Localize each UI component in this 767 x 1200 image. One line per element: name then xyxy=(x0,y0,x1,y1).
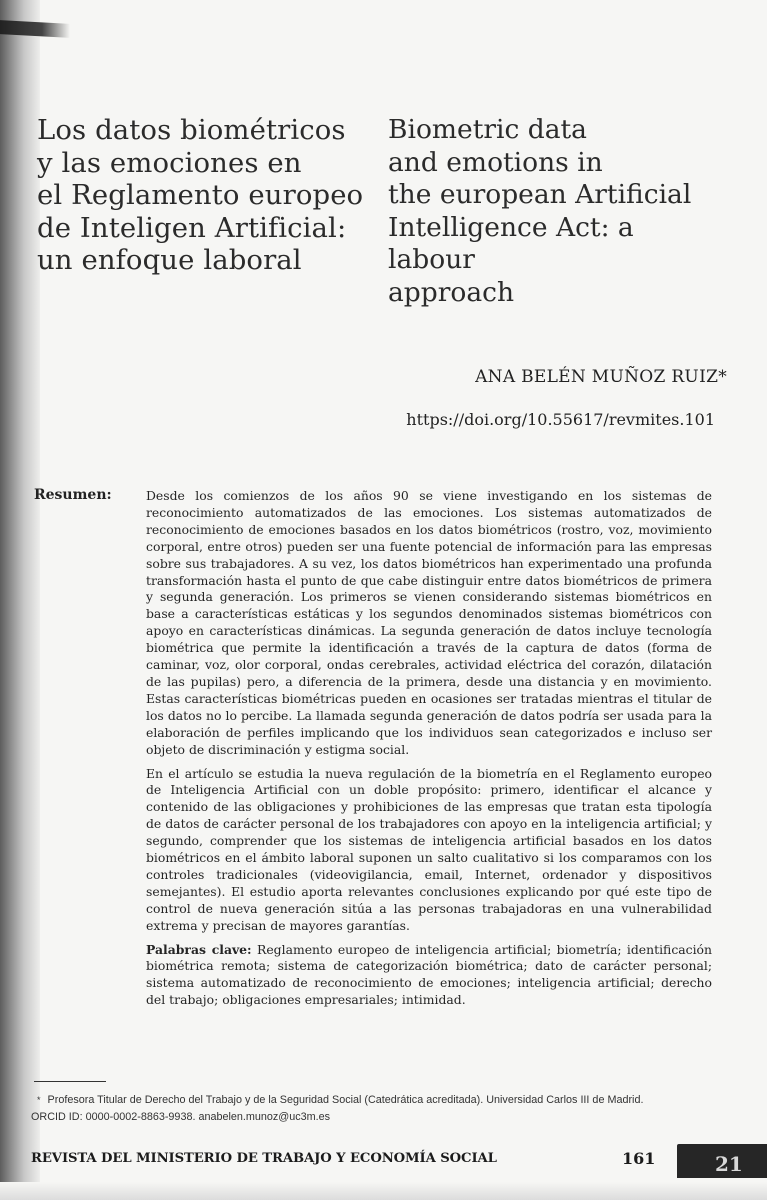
abstract-label: Resumen: xyxy=(34,487,112,503)
title-es-line: el Reglamento europeo xyxy=(37,179,364,211)
footnote-marker: * xyxy=(37,1095,41,1105)
abstract-paragraph-1: Desde los comienzos de los años 90 se viene investigando en los sistemas de reconocimiento automatizados de las emociones. Los sistemas automatizados de reconocimiento de emociones basados en los datos biométricos (rostro, voz, movimiento corporal, entre otros) pueden ser una fuente potencial de información para las empresas sobre sus trabajadores. A su vez, los datos biométricos han experimentado una profunda transformación hasta el punto de que cabe distinguir entre datos biométricos de primera y segunda generación. Los primeros se vienen considerando sistemas biométricos en base a características estáticas y los segundos denominados sistemas biométricos con apoyo en características dinámicas. La segunda generación de datos incluye tecnología biométrica que permite la identificación a través de la captura de datos (forma de caminar, voz, olor corporal, ondas cerebrales, actividad eléctrica del corazón, dilatación de las pupilas) pero, a diferencia de la primera, desde una distancia y en movimiento. Estas características biométricas pueden en ocasiones ser tratadas mientras el titular de los datos no lo percibe. La llamada segunda generación de datos podría ser usada para la elaboración de perfiles implicando que los individuos sean categorizados e incluso ser objeto de discriminación y estigma social. xyxy=(146,488,712,757)
abstract-body xyxy=(146,488,712,1016)
footnote-line-1 xyxy=(31,1092,721,1109)
title-en-line: and emotions in xyxy=(388,146,603,178)
footnote xyxy=(31,1092,721,1126)
keywords-paragraph xyxy=(146,942,712,1010)
page-bottom-shadow xyxy=(0,1182,767,1200)
title-es-line: Los datos biométricos xyxy=(37,114,346,146)
title-es-line: de Inteligen Artificial: xyxy=(37,211,347,244)
journal-name: REVISTA DEL MINISTERIO DE TRABAJO Y ECONOMÍA SOCIAL xyxy=(31,1151,497,1166)
title-spanish xyxy=(37,114,377,277)
footnote-divider xyxy=(34,1081,106,1082)
title-en-line: Biometric data xyxy=(388,114,587,145)
section-tab xyxy=(677,1144,767,1178)
footnote-affiliation: Profesora Titular de Derecho del Trabajo y de la Seguridad Social (Catedrática acreditada). Universidad Carlos III de Madrid. xyxy=(47,1094,644,1106)
page-number: 161 xyxy=(622,1149,656,1168)
title-es-line: y las emociones en xyxy=(37,146,302,179)
author-name: ANA BELÉN MUÑOZ RUIZ* xyxy=(475,367,727,387)
title-en-line: approach xyxy=(388,276,515,308)
section-tab-number: 21 xyxy=(715,1152,743,1176)
keywords-label: Palabras clave: xyxy=(146,941,252,957)
title-en-line: Intelligence Act: a labour xyxy=(388,211,634,275)
doi-link[interactable]: https://doi.org/10.55617/revmites.101 xyxy=(406,410,715,429)
title-es-line: un enfoque laboral xyxy=(37,244,302,276)
footnote-line-2: ORCID ID: 0000-0002-8863-9938. anabelen.munoz@uc3m.es xyxy=(31,1111,331,1123)
title-english xyxy=(388,114,728,309)
abstract-paragraph-2: En el artículo se estudia la nueva regulación de la biometría en el Reglamento europeo de Inteligencia Artificial con un doble propósito: primero, identificar el alcance y contenido de las obligaciones y prohibiciones de las empresas que tratan esta tipología de datos de carácter personal de los trabajadores con apoyo en la inteligencia artificial; y segundo, comprender que los sistemas de inteligencia artificial basados en los datos biométricos en el ámbito laboral suponen un salto cualitativo si los comparamos con los controles tradicionales (videovigilancia, email, Internet, ordenador y dispositivos semejantes). El estudio aporta relevantes conclusiones explicando por qué este tipo de control de nueva generación sitúa a las personas trabajadoras en una vulnerabilidad extrema y precisan de mayores garantías. xyxy=(146,765,712,933)
keywords-text: Reglamento europeo de inteligencia artificial; biometría; identificación biométrica remota; sistema de categorización biométrica; dato de carácter personal; sistema automatizado de reconocimiento de emociones; inteligencia artificial; derecho del trabajo; obligaciones empresariales; intimidad. xyxy=(146,941,712,1008)
book-spine-shadow xyxy=(0,0,40,1200)
title-en-line: the european Artificial xyxy=(388,179,692,210)
